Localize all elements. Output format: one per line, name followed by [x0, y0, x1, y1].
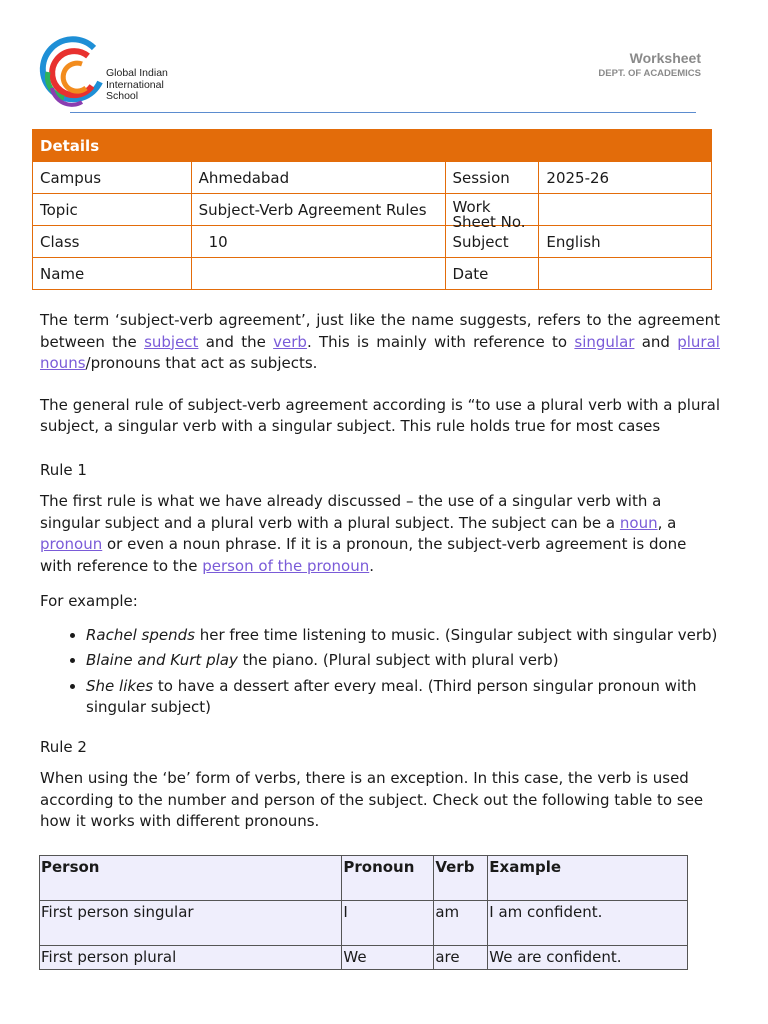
- example-text: her free time listening to music. (Singular subject with singular verb): [194, 625, 718, 644]
- rule2-title: Rule 2: [40, 737, 87, 756]
- list-item: [86, 625, 720, 647]
- intro-text: . This is mainly with reference to: [306, 332, 575, 351]
- details-row: [33, 226, 712, 258]
- school-name: [106, 68, 168, 103]
- table-cell: First person plural: [40, 946, 342, 970]
- rule1-text: .: [369, 556, 375, 575]
- details-header-row: [33, 130, 712, 162]
- date-label: Date: [445, 258, 539, 290]
- column-header-example: Example: [488, 856, 688, 901]
- link-plural-nouns[interactable]: plural nouns: [40, 332, 720, 372]
- intro-text: /pronouns that act as subjects.: [85, 354, 318, 372]
- session-value: 2025-26: [539, 162, 712, 194]
- header-right: [598, 50, 701, 79]
- class-value-text: 10: [208, 232, 228, 251]
- intro-text: and the: [198, 332, 274, 351]
- details-row: [33, 162, 712, 194]
- example-subject: Rachel spends: [86, 625, 195, 644]
- example-subject: She likes: [86, 676, 154, 695]
- table-cell: First person singular: [40, 901, 342, 946]
- school-logo-icon: [38, 42, 108, 108]
- worksheet-no-field[interactable]: [539, 194, 712, 226]
- school-name-line: School: [106, 90, 139, 102]
- worksheet-no-label: Work Sheet No.: [452, 197, 526, 231]
- rule1-text: , a: [657, 513, 677, 532]
- general-rule-paragraph: The general rule of subject-verb agreement according is “to use a plural verb with a plural subject, a singular verb with a singular subject. This rule holds true for most cases: [40, 395, 720, 435]
- table-cell: I am confident.: [488, 901, 688, 946]
- table-row: [40, 901, 688, 946]
- subject-value: English: [539, 226, 712, 258]
- rule1-text: The first rule is what we have already discussed – the use of a singular verb with a singular subject and a plural verb with a plural subject. The subject can be a: [40, 492, 662, 532]
- link-person-of-pronoun[interactable]: person of the pronoun: [202, 556, 370, 575]
- table-row: [40, 946, 688, 970]
- column-header-pronoun: Pronoun: [342, 856, 434, 901]
- example-text: the piano. (Plural subject with plural verb): [237, 651, 559, 669]
- campus-value: Ahmedabad: [191, 162, 445, 194]
- name-label: Name: [33, 258, 192, 290]
- rule1-paragraph: [40, 491, 720, 577]
- name-field[interactable]: [191, 258, 445, 290]
- link-verb[interactable]: verb: [273, 332, 307, 351]
- example-list: [40, 625, 720, 719]
- link-subject[interactable]: subject: [144, 332, 199, 351]
- list-item: [86, 676, 720, 719]
- table-cell: We are confident.: [488, 946, 688, 970]
- worksheet-content: [40, 310, 720, 833]
- session-label: Session: [445, 162, 539, 194]
- example-subject: Blaine and Kurt play: [86, 651, 238, 669]
- intro-text: and: [634, 332, 678, 351]
- class-value: [191, 226, 445, 258]
- rule1-title: Rule 1: [40, 460, 87, 479]
- details-heading: Details: [33, 130, 712, 162]
- be-verb-table: [39, 855, 688, 970]
- subject-label: Subject: [445, 226, 539, 258]
- document-title: Worksheet: [629, 50, 701, 66]
- department-label: DEPT. OF ACADEMICS: [598, 68, 701, 79]
- intro-paragraph: [40, 310, 720, 375]
- list-item: [86, 650, 720, 672]
- school-name-line: International: [106, 78, 164, 91]
- rule2-paragraph: When using the ‘be’ form of verbs, there is an exception. In this case, the verb is used according to the number and person of the subject. Check out the following table to see how it works with different pronouns.: [40, 769, 704, 830]
- campus-label: Campus: [33, 162, 192, 194]
- table-header-row: [40, 856, 688, 901]
- class-label: Class: [33, 226, 192, 258]
- details-table: [32, 129, 712, 290]
- school-name-line: Global Indian: [106, 67, 168, 79]
- table-cell: I: [342, 901, 434, 946]
- rule1-text: or even a noun phrase. If it is a pronoun, the subject-verb agreement is done with reference to the: [40, 535, 687, 575]
- column-header-verb: Verb: [434, 856, 488, 901]
- topic-value: Subject-Verb Agreement Rules: [191, 194, 445, 226]
- details-row: [33, 258, 712, 290]
- topic-label: Topic: [33, 194, 192, 226]
- link-pronoun[interactable]: pronoun: [40, 535, 103, 553]
- date-field[interactable]: [539, 258, 712, 290]
- details-row: [33, 194, 712, 226]
- table-cell: We: [342, 946, 434, 970]
- link-singular[interactable]: singular: [574, 332, 635, 351]
- example-text: to have a dessert after every meal. (Third person singular pronoun with singular subject): [86, 676, 697, 716]
- worksheet-no-cell: [445, 194, 539, 231]
- header-divider: [70, 112, 696, 113]
- column-header-person: Person: [40, 856, 342, 901]
- for-example-label: For example:: [40, 592, 138, 610]
- intro-text: The term ‘subject-verb agreement’, just like the name suggests, refers to the agreement between the: [40, 311, 720, 351]
- table-cell: am: [434, 901, 488, 946]
- link-noun[interactable]: noun: [619, 513, 658, 532]
- table-cell: are: [434, 946, 488, 970]
